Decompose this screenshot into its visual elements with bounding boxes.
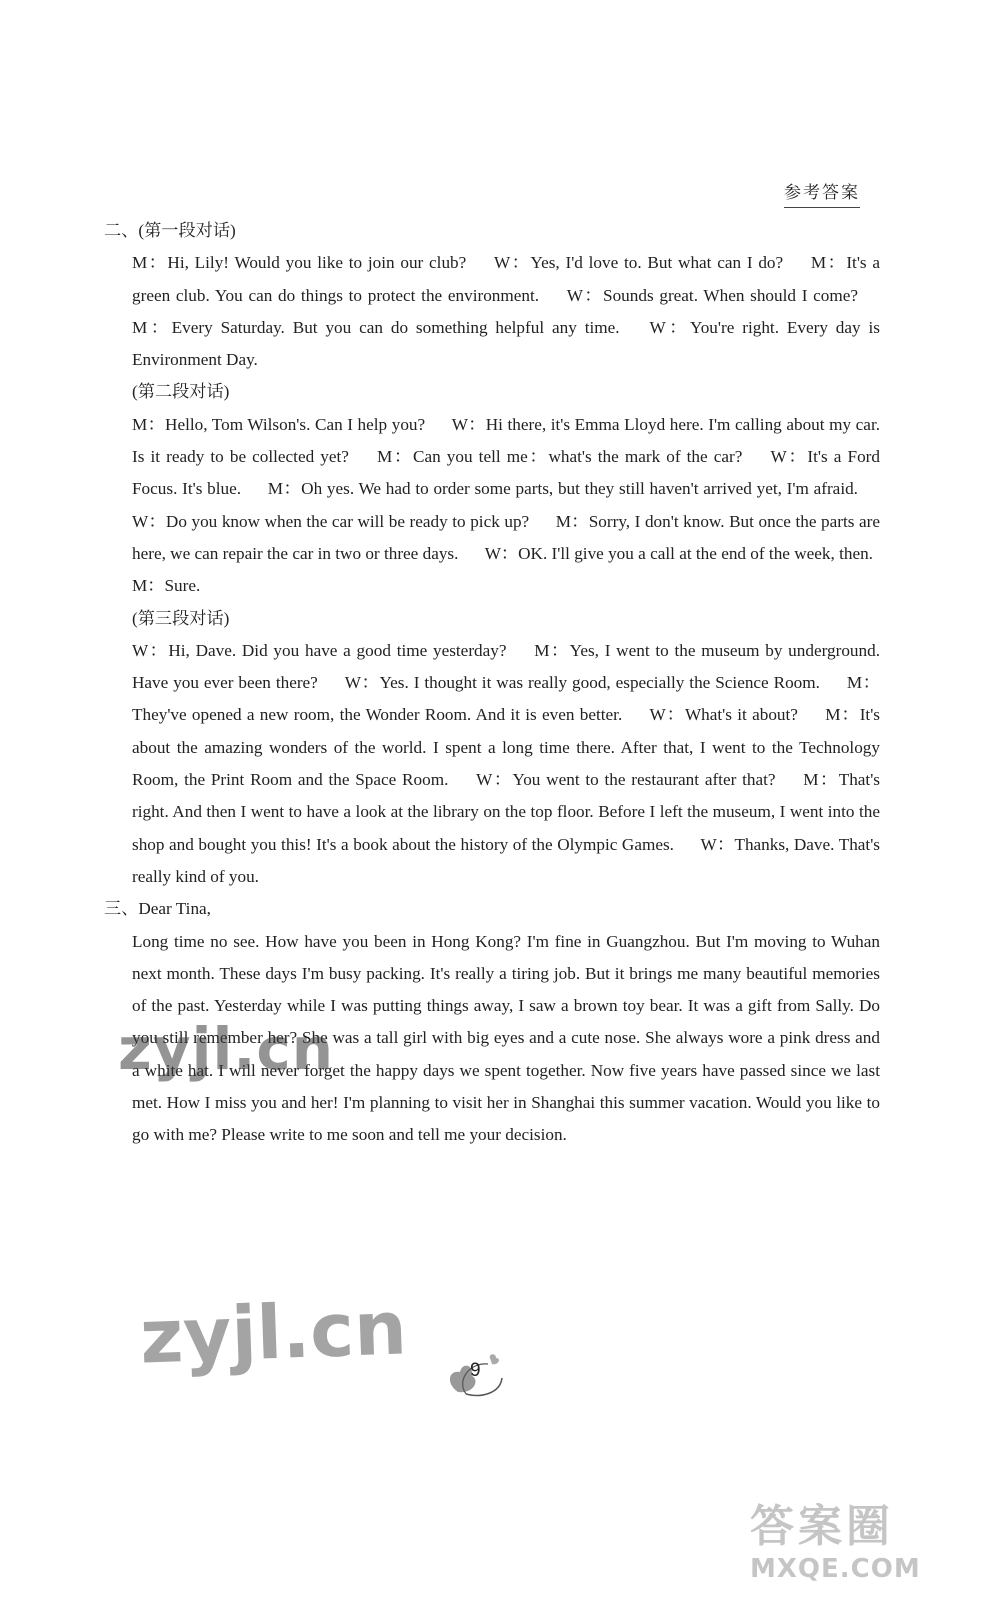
- watermark-inline: zyjl.cn: [118, 1015, 335, 1083]
- section-2-label: 二、(第一段对话): [104, 221, 236, 240]
- section-3-label: [104, 893, 880, 925]
- dialogue-3: [104, 635, 880, 893]
- letter-body: Long time no see. How have you been in Hong Kong? I'm fine in Guangzhou. But I'm moving to Wuhan next month. These days I'm busy packing. It's really a tiring job. But it brings me many beautiful memories of the past. Yesterday while I was putting things away, I saw a brown toy bear. It was a gift from Sally. Do you still remember her? She was a tall girl with big eyes and a cute nose. She always wore a pink dress and a white hat. I will never forget the happy days we spent together. Now five years have passed since we last met. How I miss you and her! I'm planning to visit her in Shanghai this summer vacation. Would you like to go with me? Please write to me soon and tell me your decision.: [132, 931, 880, 1145]
- dialogue-turn: M：They've opened a new room, the Wonder Room. And it is even better.: [132, 673, 880, 725]
- section-3-number: 三、: [104, 899, 139, 919]
- dialogue-turn: M：Hi, Lily! Would you like to join our club?: [132, 253, 473, 273]
- corner-logo-title: 答案圈: [750, 1501, 894, 1552]
- dialogue-turn: W：Thanks, Dave. That's really kind of you.: [132, 834, 880, 886]
- dialogue-turn: W：OK. I'll give you a call at the end of the week, then.: [484, 543, 873, 563]
- dialogue-turn: W：You're right. Every day is Environment Day.: [132, 317, 880, 370]
- dialogue-turn: W：Do you know when the car will be ready to pick up?: [132, 511, 534, 531]
- dialogue-turn: M：Can you tell me：what's the mark of the car?: [376, 447, 749, 467]
- dialogue-3-label: (第三段对话): [132, 608, 230, 628]
- dialogue-turn: W：Yes. I thought it was really good, especially the Science Room.: [344, 673, 825, 693]
- dialogue-1: [104, 247, 880, 376]
- corner-watermark-logo: [750, 1490, 980, 1584]
- corner-logo-url: MXQE.COM: [750, 1554, 921, 1584]
- dialogue-turn: M：Sorry, I don't know. But once the parts are here, we can repair the car in two or three days.: [132, 511, 880, 563]
- dialogue-turn: M：Oh yes. We had to order some parts, but they still haven't arrived yet, I'm afraid.: [267, 479, 858, 499]
- page-number: 9: [470, 1360, 481, 1381]
- dialogue-turn: M：Hello, Tom Wilson's. Can I help you?: [132, 414, 430, 434]
- dialogue-turn: M：Sure.: [132, 576, 201, 596]
- dialogue-turn: M：Every Saturday. But you can do something helpful any time.: [132, 317, 628, 337]
- dialogue-2: [104, 409, 880, 603]
- dialogue-turn: M：That's right. And then I went to have a look at the library on the top floor. Before I left the museum, I went into the shop and bought you this! It's a book about the history of the Olympic Games.: [132, 770, 880, 854]
- dialogue-turn: W：Sounds great. When should I come?: [566, 285, 858, 305]
- dialogue-turn: W：What's it about?: [649, 705, 804, 725]
- letter-greeting: Dear Tina,: [138, 899, 211, 919]
- dialogue-turn: W：Hi, Dave. Did you have a good time yesterday?: [132, 640, 513, 660]
- dialogue-turn: M：It's about the amazing wonders of the world. I spent a long time there. After that, I went to the Technology Room, the Print Room and the Space Room.: [132, 705, 880, 790]
- watermark-bottom: zyjl.cn: [138, 1285, 409, 1381]
- dialogue-turn: W：You went to the restaurant after that?: [476, 770, 782, 790]
- dialogue-turn: W：Hi there, it's Emma Lloyd here. I'm calling about my car. Is it ready to be collected yet?: [132, 414, 881, 467]
- dialogue-turn: M：Yes, I went to the museum by underground. Have you ever been there?: [132, 640, 880, 693]
- answer-content: [104, 215, 880, 1152]
- page-number-badge: [440, 1350, 520, 1400]
- dialogue-turn: W：It's a Ford Focus. It's blue.: [132, 447, 880, 499]
- dialogue-turn: W：Yes, I'd love to. But what can I do?: [494, 253, 789, 273]
- dialogue-2-label: (第二段对话): [132, 382, 230, 402]
- page-header-title: 参考答案: [784, 178, 860, 208]
- dialogue-turn: M：It's a green club. You can do things to protect the environment.: [132, 253, 880, 305]
